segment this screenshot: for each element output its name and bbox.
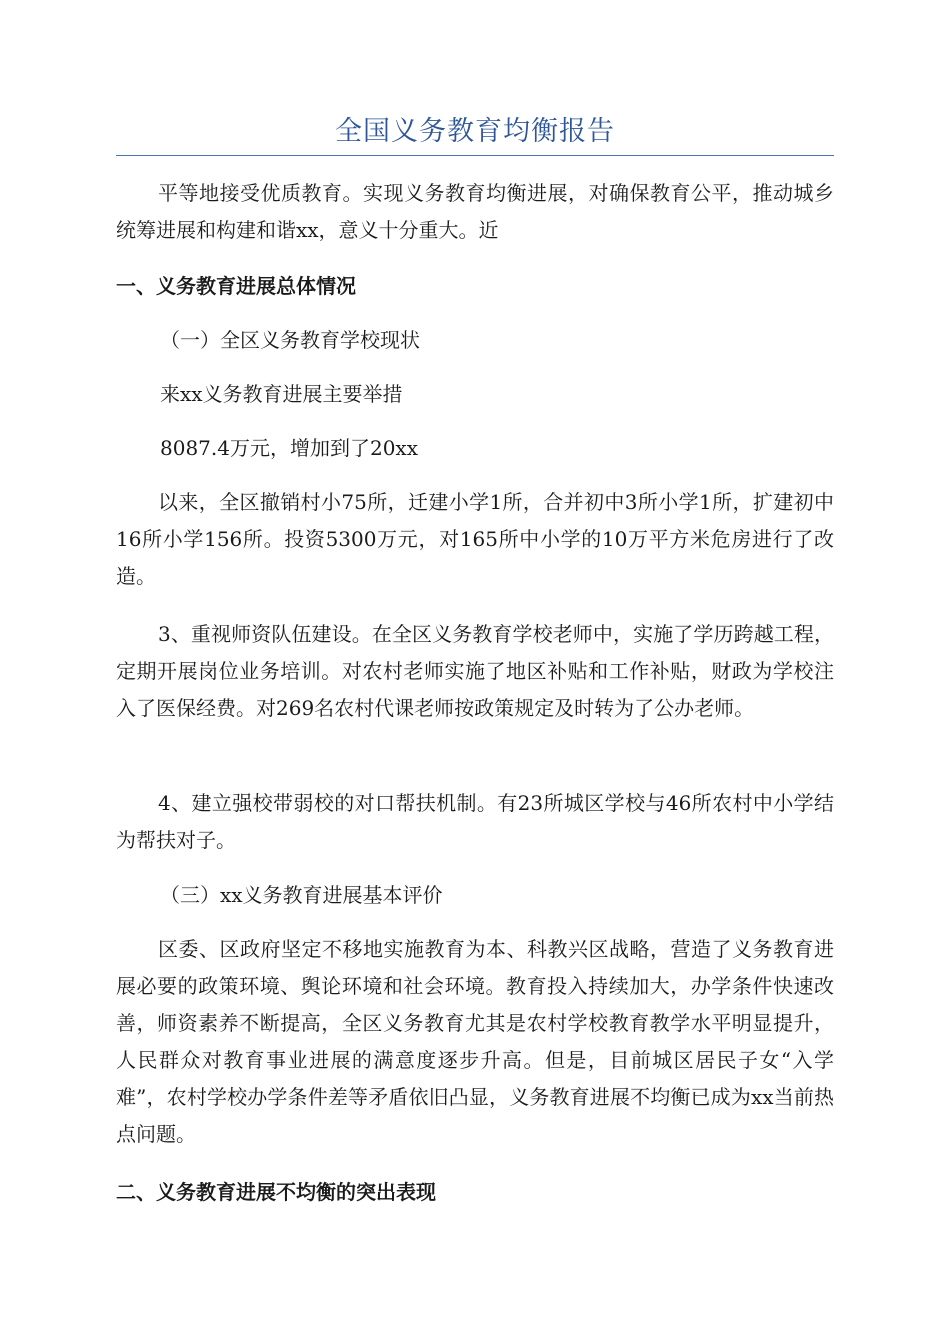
- paragraph-intro: 平等地接受优质教育。实现义务教育均衡进展，对确保教育公平，推动城乡统筹进展和构建和谐xx，意义十分重大。近: [116, 181, 834, 242]
- paragraph-evaluation: 区委、区政府坚定不移地实施教育为本、科教兴区战略，营造了义务教育进展必要的政策环境、舆论环境和社会环境。教育投入持续加大，办学条件快速改善，师资素养不断提高，全区义务教育尤其是农村学校教育教学水平明显提升，人民群众对教育事业进展的满意度逐步升高。但是，目前城区居民子女“入学难”，农村学校办学条件差等矛盾依旧凸显，义务教育进展不均衡已成为xx当前热点问题。: [116, 937, 834, 1146]
- document-title: 全国义务教育均衡报告: [335, 116, 615, 147]
- subheading-1: （一）全区义务教育学校现状: [160, 328, 420, 352]
- title-underline: [116, 155, 834, 156]
- text-line-investment: 8087.4万元，增加到了20xx: [160, 436, 418, 460]
- heading-section-2: 二、义务教育进展不均衡的突出表现: [116, 1180, 436, 1204]
- paragraph-pairing: 4、建立强校带弱校的对口帮扶机制。有23所城区学校与46所农村中小学结为帮扶对子。: [116, 791, 834, 852]
- heading-section-1: 一、义务教育进展总体情况: [116, 274, 356, 298]
- paragraph-teachers: 3、重视师资队伍建设。在全区义务教育学校老师中，实施了学历跨越工程，定期开展岗位业务培训。对农村老师实施了地区补贴和工作补贴，财政为学校注入了医保经费。对269名农村代课老师按政策规定及时转为了公办老师。: [116, 622, 834, 720]
- text-line-measures: 来xx义务教育进展主要举措: [160, 382, 403, 406]
- subheading-3: （三）xx义务教育进展基本评价: [160, 883, 443, 907]
- paragraph-schools: 以来，全区撤销村小75所，迁建小学1所，合并初中3所小学1所，扩建初中16所小学156所。投资5300万元，对165所中小学的10万平方米危房进行了改造。: [116, 490, 834, 588]
